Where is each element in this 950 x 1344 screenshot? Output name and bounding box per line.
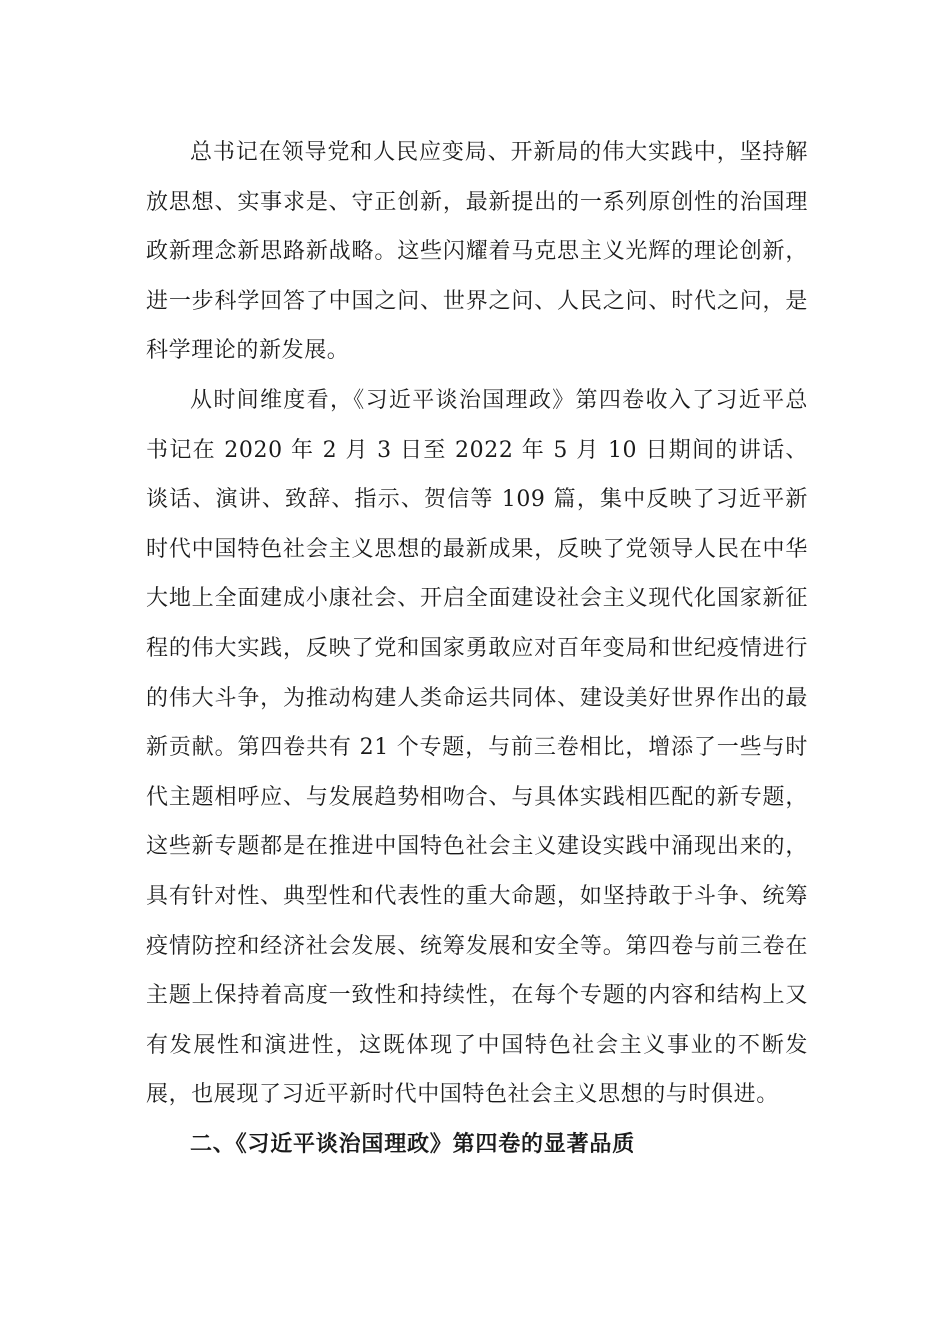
section-heading: 二、《习近平谈治国理政》第四卷的显著品质: [190, 1131, 636, 1157]
paragraph-time-dimension: 从时间维度看，《习近平谈治国理政》第四卷收入了习近平总书记在 2020 年 2 月 3 日至 2022 年 5 月 10 日期间的讲话、谈话、演讲、致辞、指示、贺信等 109 篇，集中反映了习近平新时代中国特色社会主义思想的最新成果，反映了党领导人民在中华大地上全面建成小康社会、开启全面建设社会主义现代化国家新征程的伟大实践，反映了党和国家勇敢应对百年变局和世纪疫情进行的伟大斗争，为推动构建人类命运共同体、建设美好世界作出的最新贡献。第四卷共有 21 个专题，与前三卷相比，增添了一些与时代主题相呼应、与发展趋势相吻合、与具体实践相匹配的新专题，这些新专题都是在推进中国特色社会主义建设实践中涌现出来的，具有针对性、典型性和代表性的重大命题，如坚持敢于斗争、统筹疫情防控和经济社会发展、统筹发展和安全等。第四卷与前三卷在主题上保持着高度一致性和持续性，在每个专题的内容和结构上又有发展性和演进性，这既体现了中国特色社会主义事业的不断发展，也展现了习近平新时代中国特色社会主义思想的与时俱进。: [146, 387, 808, 1108]
paragraph-theory-innovation: 总书记在领导党和人民应变局、开新局的伟大实践中，坚持解放思想、实事求是、守正创新，最新提出的一系列原创性的治国理政新理念新思路新战略。这些闪耀着马克思主义光辉的理论创新，进一步科学回答了中国之问、世界之问、人民之问、时代之问，是科学理论的新发展。: [146, 140, 808, 364]
document-body: [146, 128, 808, 1169]
